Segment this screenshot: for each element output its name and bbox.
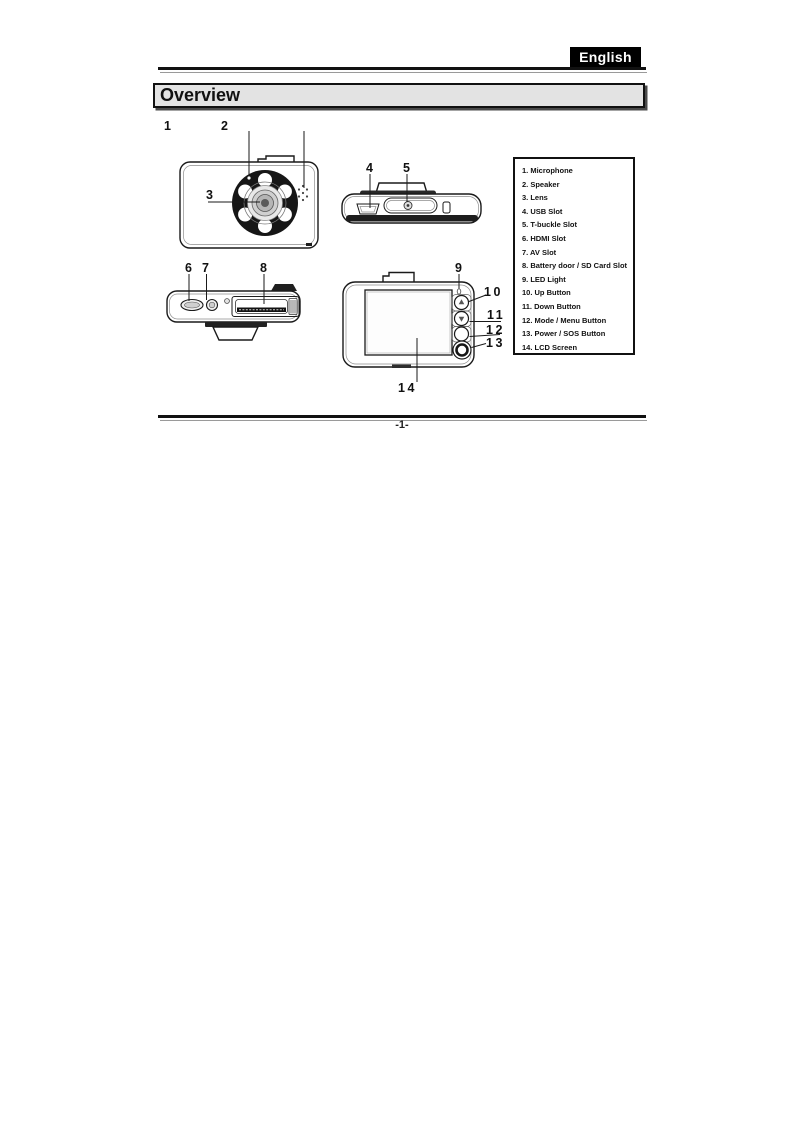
callout-4: 4	[366, 161, 373, 175]
bottom-view-diagram	[167, 261, 300, 340]
front-view-diagram	[164, 119, 318, 248]
callout-7: 7	[202, 261, 209, 275]
legend-item-7: 7. AV Slot	[522, 247, 557, 257]
top-view-diagram	[342, 161, 481, 223]
mode-menu-button-icon	[455, 327, 469, 341]
microphone-hole-icon	[247, 176, 250, 179]
section-heading	[153, 83, 645, 108]
callout-3: 3	[206, 188, 213, 202]
legend-item-10: 10. Up Button	[522, 288, 571, 298]
callout-8: 8	[260, 261, 267, 275]
av-slot-icon	[207, 300, 218, 311]
footer-rule	[158, 415, 646, 418]
legend-item-12: 12. Mode / Menu Button	[522, 315, 607, 325]
callout-6: 6	[185, 261, 192, 275]
callout-9: 9	[455, 261, 462, 275]
up-button-icon	[455, 296, 469, 310]
section-title: Overview	[160, 85, 241, 105]
lcd-screen	[365, 290, 452, 355]
mount-foot	[205, 322, 267, 340]
legend-item-13: 13. Power / SOS Button	[522, 329, 606, 339]
legend-item-6: 6. HDMI Slot	[522, 233, 566, 243]
parts-legend	[513, 157, 635, 355]
callout-14: 14	[398, 381, 417, 395]
legend-item-8: 8. Battery door / SD Card Slot	[522, 261, 628, 271]
device-diagrams	[150, 108, 510, 400]
legend-item-14: 14. LCD Screen	[522, 342, 578, 352]
lens-diagram	[244, 182, 286, 224]
callout-5: 5	[403, 161, 410, 175]
led-light-icon	[457, 289, 461, 294]
callout-10: 10	[484, 285, 503, 299]
legend-item-11: 11. Down Button	[522, 301, 581, 311]
legend-item-2: 2. Speaker	[522, 179, 560, 189]
legend-item-9: 9. LED Light	[522, 274, 566, 284]
top-rule-shadow	[160, 72, 647, 73]
callout-1: 1	[164, 119, 171, 133]
callout-2: 2	[221, 119, 228, 133]
callout-13: 13	[486, 336, 505, 350]
language-badge: English	[570, 47, 641, 67]
legend-item-1: 1. Microphone	[522, 166, 573, 175]
screw-hole-icon	[225, 299, 230, 304]
legend-item-5: 5. T-buckle Slot	[522, 220, 578, 230]
callout-11: 11	[487, 308, 506, 322]
power-sos-button-icon	[453, 341, 471, 359]
legend-item-4: 4. USB Slot	[522, 206, 563, 216]
hdmi-slot-icon	[181, 300, 203, 311]
back-view-diagram	[343, 261, 505, 395]
legend-item-3: 3. Lens	[522, 193, 548, 203]
down-button-icon	[455, 312, 469, 326]
page-number: -1-	[395, 419, 409, 431]
top-rule	[158, 67, 646, 70]
callout-12: 12	[486, 323, 505, 337]
